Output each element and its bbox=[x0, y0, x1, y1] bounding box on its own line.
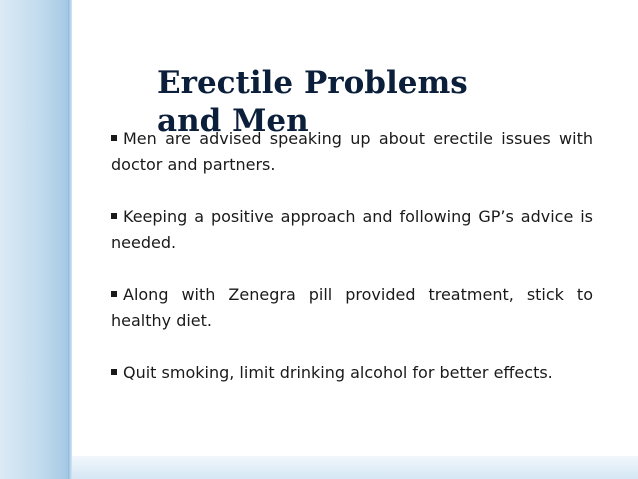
list-item bbox=[111, 204, 593, 256]
bottom-decorative-bar bbox=[72, 456, 638, 479]
square-bullet-icon bbox=[111, 369, 117, 375]
bullet-text: Quit smoking, limit drinking alcohol for better effects. bbox=[123, 363, 553, 382]
bullet-list bbox=[111, 126, 593, 412]
list-item bbox=[111, 282, 593, 334]
square-bullet-icon bbox=[111, 135, 117, 141]
bullet-text: Men are advised speaking up about erectile issues with doctor and partners. bbox=[111, 129, 593, 174]
list-item bbox=[111, 360, 593, 386]
bullet-text: Along with Zenegra pill provided treatment, stick to healthy diet. bbox=[111, 285, 593, 330]
square-bullet-icon bbox=[111, 291, 117, 297]
left-decorative-bar bbox=[0, 0, 70, 479]
left-bar-edge bbox=[68, 0, 72, 479]
slide-title: Erectile Problems and Men bbox=[157, 65, 468, 139]
square-bullet-icon bbox=[111, 213, 117, 219]
bullet-text: Keeping a positive approach and following GP’s advice is needed. bbox=[111, 207, 593, 252]
